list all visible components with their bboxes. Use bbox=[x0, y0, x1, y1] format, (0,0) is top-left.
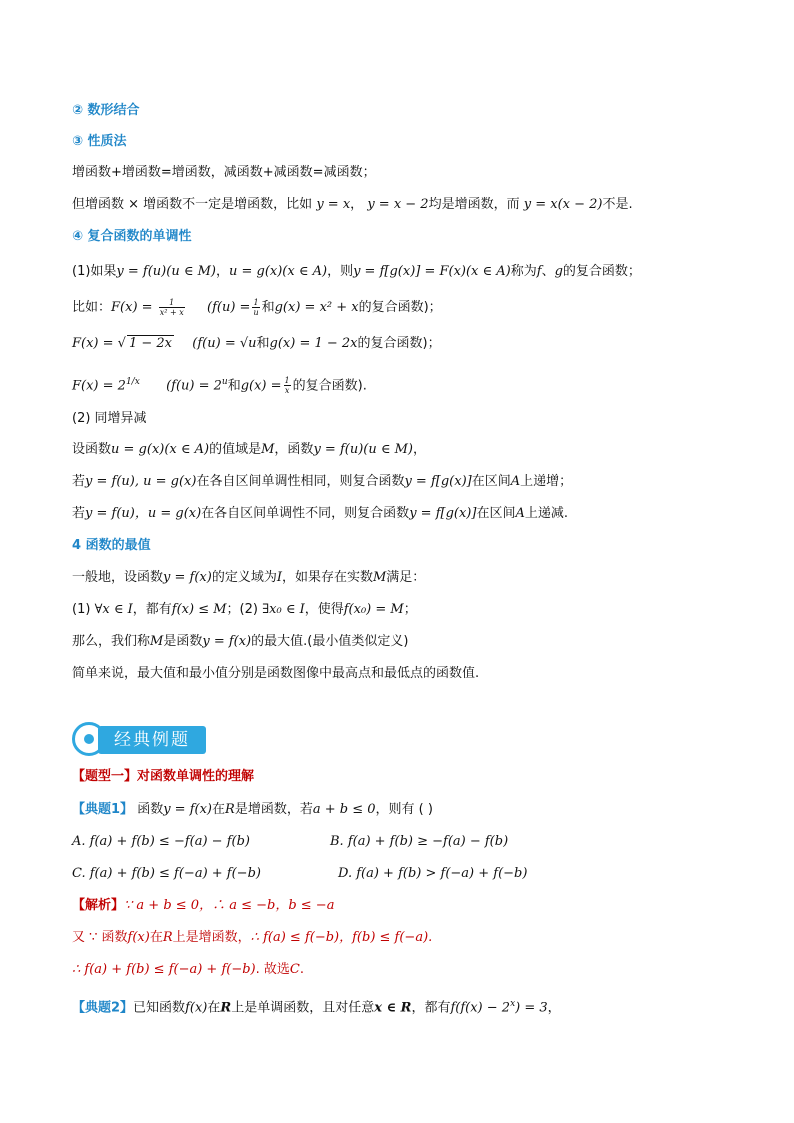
text: 已知函数 bbox=[133, 1000, 186, 1016]
text: 的复合函数)； bbox=[357, 336, 441, 351]
text: ， bbox=[412, 442, 426, 457]
text: 又 ∵ 函数 bbox=[72, 930, 128, 945]
text: ；(2) bbox=[226, 602, 258, 617]
math: A bbox=[510, 474, 521, 489]
text: 上递增； bbox=[520, 474, 573, 489]
math: f(x) bbox=[127, 930, 150, 945]
text: 设函数 bbox=[72, 442, 112, 457]
math: y = f(u)(u ∈ M) bbox=[116, 264, 216, 279]
text: ， bbox=[215, 264, 229, 279]
problem-tag: 【典题2】 bbox=[72, 1000, 134, 1016]
math: u bbox=[221, 377, 228, 387]
math: a + b ≤ 0 bbox=[312, 802, 376, 817]
math: I bbox=[276, 570, 282, 585]
text: . bbox=[299, 962, 304, 977]
math: y = x bbox=[316, 197, 351, 212]
option-d: D. f(a) + f(b) > f(−a) + f(−b) bbox=[338, 866, 528, 881]
math: y = x(x − 2) bbox=[523, 197, 603, 212]
text: 那么，我们称 bbox=[72, 634, 151, 649]
math: ∀x ∈ I bbox=[94, 602, 133, 617]
text: ， bbox=[350, 197, 364, 212]
fraction: $\frac{1}{u}$ bbox=[253, 298, 259, 317]
math: A bbox=[515, 506, 525, 521]
math: M bbox=[261, 442, 275, 457]
text: 上递减. bbox=[524, 506, 568, 521]
text: 不是. bbox=[602, 197, 633, 212]
text: 、 bbox=[541, 264, 555, 279]
text: 均是增函数，而 bbox=[428, 197, 520, 212]
text: 是函数 bbox=[163, 634, 203, 649]
sqrt-sign: √ bbox=[117, 336, 126, 351]
text: ，都有 bbox=[132, 602, 172, 617]
math: u = g(x)(x ∈ A) bbox=[111, 442, 210, 457]
math: g(x) = x² + x bbox=[274, 300, 359, 315]
composite-decreasing-rule bbox=[72, 504, 568, 524]
math: f(x) ≤ M bbox=[171, 602, 227, 617]
math: ∴ f(a) + f(b) ≤ f(−a) + f(−b) bbox=[72, 962, 256, 977]
solution-tag: 【解析】 bbox=[72, 898, 125, 913]
text: ； bbox=[403, 602, 417, 617]
option-a: A. f(a) + f(b) ≤ −f(a) − f(b) bbox=[72, 834, 250, 849]
rule-same-increase: (2) 同增异减 bbox=[72, 411, 147, 426]
text: 函数 bbox=[137, 802, 164, 817]
math: x bbox=[510, 999, 516, 1009]
text: 在 bbox=[149, 930, 163, 945]
max-definition-intro bbox=[72, 568, 425, 588]
text: 若 bbox=[72, 474, 86, 489]
math: u = g(x)(x ∈ A) bbox=[228, 264, 328, 279]
composite-range bbox=[72, 440, 426, 460]
math: (f(u) = bbox=[207, 300, 251, 315]
problem-tag: 【典题1】 bbox=[72, 802, 134, 817]
text: 是增函数，若 bbox=[234, 802, 313, 817]
math: y = f[g(x)] = F(x)(x ∈ A) bbox=[353, 264, 511, 279]
math: y = f(x) bbox=[163, 802, 212, 817]
composite-example-1 bbox=[72, 298, 442, 318]
math: y = f(u)(u ∈ M) bbox=[313, 442, 413, 457]
text: (1)如果 bbox=[72, 264, 117, 279]
math: R bbox=[225, 802, 235, 817]
text: ，则有 ( ) bbox=[375, 802, 433, 817]
composite-example-2 bbox=[72, 334, 441, 354]
text: 的最大值.(最小值类似定义) bbox=[251, 634, 409, 649]
math: y = f[g(x)] bbox=[409, 506, 477, 521]
text: 和 bbox=[227, 378, 241, 394]
solution-line-2 bbox=[72, 928, 432, 948]
math: F(x) = 2 bbox=[72, 378, 126, 394]
text: 比如： bbox=[72, 300, 112, 315]
paragraph-product-example bbox=[72, 195, 633, 215]
math: y = f(u), u = g(x) bbox=[85, 474, 197, 489]
text: ，都有 bbox=[411, 1000, 451, 1016]
text: 在各自区间单调性相同，则复合函数 bbox=[196, 474, 405, 489]
math: g(x) = bbox=[240, 378, 282, 394]
text: 称为 bbox=[510, 264, 537, 279]
math: F(x) = bbox=[111, 300, 153, 315]
math: 1/x bbox=[125, 377, 140, 387]
text: 在区间 bbox=[476, 506, 516, 521]
math: y = f(x) bbox=[163, 570, 212, 585]
math: (f(u) = 2 bbox=[166, 378, 222, 394]
problem-type-heading: 【题型一】对函数单调性的理解 bbox=[72, 769, 255, 784]
option-c: C. f(a) + f(b) ≤ f(−a) + f(−b) bbox=[72, 866, 261, 881]
paragraph-increasing-sum: 增函数+增函数=增函数，减函数+减函数=减函数； bbox=[72, 165, 376, 180]
banner-title: 经典例题 bbox=[98, 726, 206, 754]
math: M bbox=[150, 634, 164, 649]
text: 和 bbox=[261, 300, 275, 315]
text: 的定义域为 bbox=[211, 570, 277, 585]
math: R bbox=[220, 1000, 232, 1016]
text: ， bbox=[547, 1000, 561, 1016]
max-definition-conditions bbox=[72, 600, 417, 620]
section-heading-max-value: 4 函数的最值 bbox=[72, 538, 151, 553]
math: f(f(x) − 2 bbox=[450, 1000, 511, 1016]
math: f(x) bbox=[185, 1000, 208, 1016]
classic-examples-banner bbox=[72, 722, 212, 760]
composite-example-3 bbox=[72, 372, 367, 396]
math: ∃x₀ ∈ I bbox=[262, 602, 305, 617]
text: . 故选 bbox=[255, 962, 290, 977]
math: y = f(x) bbox=[202, 634, 252, 649]
math: M bbox=[372, 570, 387, 585]
max-summary: 简单来说，最大值和最小值分别是函数图像中最高点和最低点的函数值. bbox=[72, 666, 480, 681]
text: 但增函数 × 增函数不一定是增函数，比如 bbox=[72, 197, 313, 212]
text: 的值域是 bbox=[209, 442, 262, 457]
text: 满足： bbox=[386, 570, 426, 585]
text: ，使得 bbox=[304, 602, 344, 617]
text: 一般地，设函数 bbox=[72, 570, 164, 585]
math: y = x − 2 bbox=[367, 197, 429, 212]
max-definition-conclusion bbox=[72, 632, 408, 652]
math: ) = 3 bbox=[515, 1000, 548, 1016]
text: ，如果存在实数 bbox=[281, 570, 373, 585]
text: 的复合函数). bbox=[292, 378, 367, 394]
text: ，函数 bbox=[274, 442, 314, 457]
math: C bbox=[289, 962, 300, 977]
math: g bbox=[554, 264, 563, 279]
text: 和 bbox=[256, 336, 270, 351]
text: 在区间 bbox=[471, 474, 511, 489]
math: ∵ a + b ≤ 0，∴ a ≤ −b，b ≤ −a bbox=[124, 898, 335, 913]
text: 的复合函数)； bbox=[358, 300, 442, 315]
text: 在各自区间单调性不同，则复合函数 bbox=[201, 506, 410, 521]
option-b: B. f(a) + f(b) ≥ −f(a) − f(b) bbox=[330, 834, 509, 849]
math: x ∈ R bbox=[374, 1000, 412, 1016]
example-problem-2 bbox=[72, 994, 561, 1018]
text: 在 bbox=[212, 802, 226, 817]
section-heading-shuxing: ② 数形结合 bbox=[72, 103, 140, 118]
fraction: $\frac{1}{x}$ bbox=[284, 376, 290, 396]
math: f(x₀) = M bbox=[343, 602, 404, 617]
composite-definition bbox=[72, 262, 641, 282]
math: y = f[g(x)] bbox=[404, 474, 472, 489]
math: 1 − 2x bbox=[128, 336, 172, 351]
composite-increasing-rule bbox=[72, 472, 572, 492]
text: 上是单调函数，且对任意 bbox=[231, 1000, 375, 1016]
text: 上是增函数， bbox=[172, 930, 251, 945]
math: y = f(u)，u = g(x) bbox=[85, 506, 202, 521]
text: 的复合函数； bbox=[562, 264, 641, 279]
math: f bbox=[536, 264, 542, 279]
solution-line-3 bbox=[72, 960, 304, 980]
math: (f(u) = √u bbox=[192, 336, 257, 351]
text: (1) bbox=[72, 602, 91, 617]
math: F(x) = bbox=[72, 336, 114, 351]
text: 若 bbox=[72, 506, 86, 521]
solution-line-1 bbox=[72, 896, 334, 916]
math: R bbox=[162, 930, 173, 945]
example-problem-1 bbox=[72, 800, 433, 820]
section-heading-xingzhi: ③ 性质法 bbox=[72, 134, 127, 149]
fraction: $\frac{1}{\text{x² + x}}$ bbox=[159, 298, 184, 317]
math: g(x) = 1 − 2x bbox=[269, 336, 358, 351]
text: 在 bbox=[207, 1000, 221, 1016]
text: ，则 bbox=[327, 264, 354, 279]
math: ∴ f(a) ≤ f(−b)，f(b) ≤ f(−a). bbox=[250, 930, 433, 945]
section-heading-composite: ④ 复合函数的单调性 bbox=[72, 229, 192, 244]
